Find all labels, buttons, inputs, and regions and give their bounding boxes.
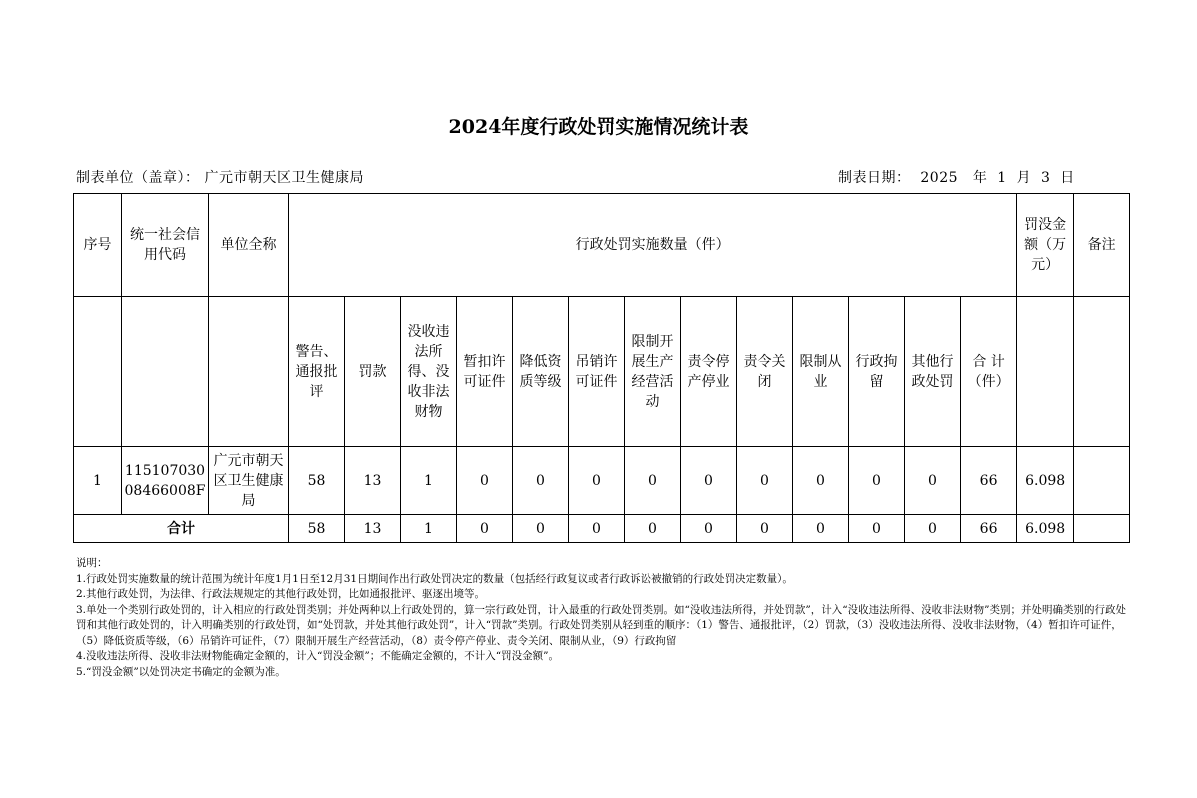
total-value: 58 (289, 515, 345, 543)
row-remark (1074, 447, 1130, 515)
total-value: 0 (513, 515, 569, 543)
row-value: 0 (569, 447, 625, 515)
header-remark: 备注 (1074, 194, 1130, 297)
category-qualification-downgrade: 降低资质等级 (513, 297, 569, 447)
total-amount: 6.098 (1017, 515, 1074, 543)
total-value: 0 (737, 515, 793, 543)
category-closure: 责令关闭 (737, 297, 793, 447)
header-unit-name: 单位全称 (209, 194, 289, 297)
total-remark (1074, 515, 1130, 543)
note-item: 2.其他行政处罚，为法律、行政法规规定的其他行政处罚，比如通报批评、驱逐出境等。 (76, 588, 486, 600)
row-value: 0 (457, 447, 513, 515)
total-value: 0 (905, 515, 961, 543)
category-confiscation: 没收违法所得、没收非法财物 (401, 297, 457, 447)
category-fine: 罚款 (345, 297, 401, 447)
total-value: 13 (345, 515, 401, 543)
header-blank (122, 297, 209, 447)
row-value: 1 (401, 447, 457, 515)
total-value: 0 (793, 515, 849, 543)
note-item: 5.“罚没金额”以处罚决定书确定的金额为准。 (76, 665, 286, 678)
category-detention: 行政拘留 (849, 297, 905, 447)
row-value: 0 (905, 447, 961, 515)
header-blank (209, 297, 289, 447)
row-value: 0 (793, 447, 849, 515)
header-fine-amount: 罚没金额（万元） (1017, 194, 1074, 297)
header-credit-code: 统一社会信用代码 (122, 194, 209, 297)
notes (76, 556, 1126, 680)
category-license-revocation: 吊销许可证件 (569, 297, 625, 447)
total-value: 0 (457, 515, 513, 543)
category-employment-restriction: 限制从业 (793, 297, 849, 447)
header-seq: 序号 (74, 194, 122, 297)
row-credit-code: 11510703008466008F (122, 447, 209, 515)
table-row (74, 447, 1130, 515)
header-impl-count: 行政处罚实施数量（件） (289, 194, 1017, 297)
row-seq: 1 (74, 447, 122, 515)
note-item: 4.没收违法所得、没收非法财物能确定金额的，计入“罚没金额”；不能确定金额的，不计入“罚没金额”。 (76, 650, 559, 662)
total-value: 0 (625, 515, 681, 543)
row-value: 13 (345, 447, 401, 515)
header-blank (1074, 297, 1130, 447)
category-business-restriction: 限制开展生产经营活动 (625, 297, 681, 447)
header-row-categories (74, 297, 1130, 447)
total-label: 合计 (74, 515, 289, 543)
issue-date: 制表日期： 2025 年 1 月 3 日 (838, 170, 1075, 186)
header-row-top (74, 194, 1130, 297)
row-value: 0 (681, 447, 737, 515)
row-unit-name: 广元市朝天区卫生健康局 (209, 447, 289, 515)
header-blank (1017, 297, 1074, 447)
category-total: 合 计（件） (961, 297, 1017, 447)
category-license-suspension: 暂扣许可证件 (457, 297, 513, 447)
category-other: 其他行政处罚 (905, 297, 961, 447)
row-amount: 6.098 (1017, 447, 1074, 515)
header-blank (74, 297, 122, 447)
note-item: 3.单处一个类别行政处罚的，计入相应的行政处罚类别；并处两种以上行政处罚的，算一宗行政处罚，计入最重的行政处罚类别。如“没收违法所得，并处罚款”，计入“没收违法所得、没收非法财物”类别；并处明确类别的行政处罚和其他行政处罚的，计入明确类别的行政处罚，如“处罚款，并处其他行政处罚”，计入“罚款”类别。行政处罚类别从轻到重的顺序：（1）警告、通报批评，（2）罚款，（3）没收违法所得、没收非法财物，（4）暂扣许可证件，（5）降低资质等级，（6）吊销许可证件，（7）限制开展生产经营活动，（8）责令停产停业、责令关闭、限制从业，（9）行政拘留 (76, 603, 1126, 647)
row-value-total: 66 (961, 447, 1017, 515)
row-value: 0 (513, 447, 569, 515)
total-value: 0 (569, 515, 625, 543)
row-value: 58 (289, 447, 345, 515)
total-value: 1 (401, 515, 457, 543)
issuing-unit: 制表单位（盖章）： 广元市朝天区卫生健康局 (76, 170, 364, 186)
total-row (74, 515, 1130, 543)
row-value: 0 (849, 447, 905, 515)
category-warning: 警告、通报批评 (289, 297, 345, 447)
notes-heading: 说明： (76, 557, 108, 569)
statistics-table (73, 193, 1130, 543)
category-production-suspension: 责令停产停业 (681, 297, 737, 447)
note-item: 1.行政处罚实施数量的统计范围为统计年度1月1日至12月31日期间作出行政处罚决定的数量（包括经行政复议或者行政诉讼被撤销的行政处罚决定数量）。 (76, 572, 793, 585)
total-value-sum: 66 (961, 515, 1017, 543)
page-title: 2024年度行政处罚实施情况统计表 (448, 116, 749, 138)
row-value: 0 (625, 447, 681, 515)
total-value: 0 (681, 515, 737, 543)
row-value: 0 (737, 447, 793, 515)
total-value: 0 (849, 515, 905, 543)
